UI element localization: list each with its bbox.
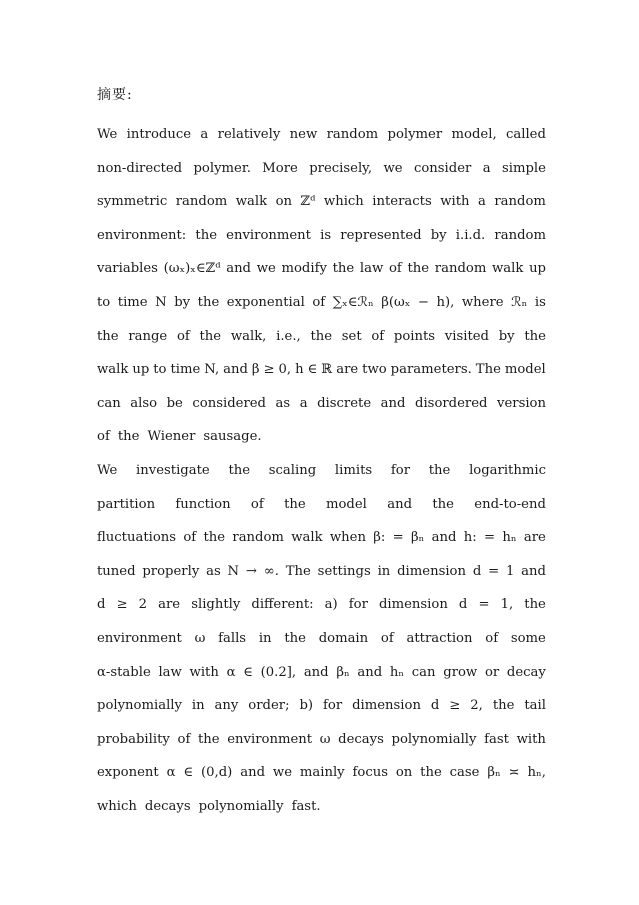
word: decay	[506, 664, 546, 680]
word: domain	[318, 630, 369, 646]
word: law	[359, 261, 384, 277]
word: h	[295, 362, 304, 378]
text-line	[97, 723, 546, 757]
word: decays	[338, 731, 384, 747]
word: =	[478, 597, 490, 613]
word: a	[299, 395, 308, 411]
word: 1	[505, 563, 515, 579]
word: 0,	[278, 362, 292, 378]
word: βₙ	[411, 530, 425, 546]
text-line	[97, 689, 546, 723]
word: the	[492, 698, 515, 714]
word: modify	[281, 261, 327, 277]
word: parameters.	[390, 362, 472, 378]
text-line	[97, 488, 546, 522]
word: of	[183, 530, 197, 546]
word: 1,	[500, 597, 514, 613]
word: relatively	[217, 127, 281, 142]
word: to	[153, 362, 167, 378]
word: focus	[352, 765, 388, 781]
word: in	[377, 563, 391, 579]
word: two	[362, 362, 387, 378]
word: decays	[144, 798, 191, 814]
word: and	[521, 563, 546, 579]
word: model	[504, 362, 546, 378]
word: fluctuations	[97, 530, 177, 546]
word: settings	[317, 563, 371, 579]
word: variables	[97, 261, 158, 277]
word: function	[175, 496, 231, 512]
word: probability	[97, 731, 170, 747]
text-line	[97, 320, 546, 354]
word: of	[312, 294, 326, 310]
word: disordered	[415, 395, 488, 411]
word: scaling	[268, 462, 317, 478]
text-line	[97, 790, 546, 824]
word: with	[189, 664, 219, 680]
word: (0.2],	[260, 664, 297, 680]
word: h:	[463, 530, 477, 546]
word: visited	[444, 328, 489, 344]
word: to	[97, 294, 111, 310]
word: random	[232, 530, 284, 546]
word: walk	[291, 530, 323, 546]
word: N	[227, 563, 240, 579]
word: with	[516, 731, 546, 747]
word: non-directed	[97, 160, 183, 176]
word: random	[494, 194, 546, 210]
text-line	[97, 118, 546, 152]
word: α-stable	[97, 664, 151, 680]
word: attraction	[406, 630, 473, 646]
word: law	[158, 664, 182, 680]
word: up	[132, 362, 150, 378]
text-line	[97, 387, 546, 421]
word: β	[251, 362, 260, 378]
text-line	[97, 252, 546, 286]
word: N	[155, 294, 167, 310]
text-line	[97, 656, 546, 690]
word: ℛₙ	[511, 294, 528, 310]
word: a	[482, 160, 491, 176]
word: environment:	[97, 227, 187, 243]
text-line	[97, 420, 546, 454]
word: the	[197, 731, 220, 747]
text-line	[97, 454, 546, 488]
word: ℤᵈ	[300, 194, 316, 210]
word: of	[388, 261, 402, 277]
word: of	[177, 731, 191, 747]
word: the	[407, 261, 430, 277]
word: are	[336, 362, 359, 378]
word: We	[97, 462, 118, 478]
word: for	[348, 597, 368, 613]
word: is	[534, 294, 546, 310]
word: the	[524, 328, 546, 344]
word: the	[97, 328, 119, 344]
word: properly	[142, 563, 200, 579]
word: the	[284, 496, 306, 512]
word: we	[256, 261, 276, 277]
word: new	[289, 127, 318, 142]
word: 2	[138, 597, 148, 613]
word: d	[430, 698, 440, 714]
word: simple	[501, 160, 546, 176]
word: are	[158, 597, 181, 613]
word: precisely,	[309, 160, 373, 176]
word: be	[166, 395, 183, 411]
word: end-to-end	[474, 496, 546, 512]
word: discrete	[317, 395, 372, 411]
word: Wiener	[147, 429, 196, 445]
word: fast.	[291, 798, 321, 814]
word: 2,	[470, 698, 483, 714]
word: limits	[334, 462, 373, 478]
word: on	[275, 194, 293, 210]
word: and	[240, 765, 266, 781]
word: dimension	[397, 563, 466, 579]
word: different:	[251, 597, 314, 613]
text-line	[97, 353, 546, 387]
word: random	[175, 194, 228, 210]
word: hₙ	[502, 530, 517, 546]
word: the	[428, 462, 451, 478]
word: ∑ₓ∈ℛₙ	[332, 294, 374, 310]
word: version	[497, 395, 546, 411]
word: we	[272, 765, 292, 781]
word: a	[478, 194, 486, 210]
word: in	[258, 630, 272, 646]
word: which	[323, 194, 364, 210]
text-line	[97, 622, 546, 656]
word: walk	[492, 261, 524, 277]
word: ∈	[243, 664, 253, 680]
word: N,	[204, 362, 220, 378]
word: polynomially	[391, 731, 477, 747]
word: α	[226, 664, 236, 680]
word: polynomially	[97, 698, 182, 714]
word: the	[284, 630, 306, 646]
word: which	[97, 798, 137, 814]
word: the	[432, 496, 454, 512]
word: =	[484, 530, 496, 546]
word: →	[245, 563, 257, 579]
word: also	[130, 395, 158, 411]
word: (0,d)	[201, 765, 233, 781]
word: of	[250, 496, 264, 512]
word: hₙ,	[527, 765, 546, 781]
abstract-paragraph	[97, 454, 546, 824]
word: ∈	[307, 362, 318, 378]
word: β:	[373, 530, 386, 546]
word: by	[174, 294, 191, 310]
word: d	[97, 597, 106, 613]
word: walk,	[230, 328, 267, 344]
word: environment	[227, 731, 313, 747]
word: the	[199, 328, 222, 344]
word: as	[275, 395, 291, 411]
word: of	[380, 630, 394, 646]
word: logarithmic	[469, 462, 546, 478]
text-line	[97, 286, 546, 320]
word: random	[494, 227, 546, 243]
text-line	[97, 185, 546, 219]
word: as	[206, 563, 221, 579]
word: the	[524, 597, 546, 613]
word: ≥	[116, 597, 128, 613]
word: random	[434, 261, 487, 277]
word: ≍	[508, 765, 520, 781]
text-line	[97, 521, 546, 555]
word: partition	[97, 496, 156, 512]
word: the	[117, 429, 140, 445]
word: time	[117, 294, 148, 310]
word: environment	[226, 227, 311, 243]
word: −	[417, 294, 429, 310]
word: slightly	[191, 597, 241, 613]
word: introduce	[126, 127, 192, 142]
word: grow	[443, 664, 478, 680]
word: We	[97, 127, 118, 142]
word: interacts	[372, 194, 432, 210]
word: ω	[319, 731, 331, 747]
word: tuned	[97, 563, 136, 579]
text-line	[97, 588, 546, 622]
word: some	[510, 630, 546, 646]
word: dimension	[378, 597, 448, 613]
word: up	[529, 261, 546, 277]
word: i.i.d.	[455, 227, 486, 243]
word: d	[472, 563, 482, 579]
word: considered	[192, 395, 266, 411]
abstract-page	[97, 84, 546, 823]
abstract-body	[97, 118, 546, 823]
word: consider	[413, 160, 472, 176]
word: =	[392, 530, 404, 546]
word: and	[303, 664, 329, 680]
word: i.e.,	[276, 328, 301, 344]
word: and	[223, 362, 248, 378]
word: where	[461, 294, 504, 310]
word: and	[431, 530, 457, 546]
word: ∞.	[263, 563, 279, 579]
word: sausage.	[203, 429, 262, 445]
word: βₙ	[336, 664, 350, 680]
word: and	[387, 496, 413, 512]
word: polymer	[387, 127, 443, 142]
word: can	[97, 395, 121, 411]
word: set	[341, 328, 362, 344]
word: a	[200, 127, 209, 142]
word: ≥	[449, 698, 461, 714]
word: fast	[484, 731, 509, 747]
word: the	[420, 765, 442, 781]
word: order;	[248, 698, 290, 714]
word: called	[506, 127, 546, 142]
word: the	[332, 261, 355, 277]
word: =	[488, 563, 500, 579]
word: of	[485, 630, 499, 646]
word: polymer.	[193, 160, 251, 176]
word: model,	[451, 127, 497, 142]
word: when	[329, 530, 366, 546]
word: is	[320, 227, 332, 243]
word: ℝ	[321, 362, 333, 378]
word: The	[285, 563, 311, 579]
word: α	[166, 765, 176, 781]
word: mainly	[299, 765, 345, 781]
text-line	[97, 756, 546, 790]
word: we	[383, 160, 403, 176]
word: for	[323, 698, 343, 714]
word: exponent	[97, 765, 159, 781]
word: by	[498, 328, 515, 344]
word: range	[128, 328, 168, 344]
word: symmetric	[97, 194, 168, 210]
word: ∈	[183, 765, 194, 781]
text-line	[97, 152, 546, 186]
word: the	[310, 328, 333, 344]
word: the	[195, 227, 218, 243]
word: investigate	[136, 462, 210, 478]
word: case	[449, 765, 480, 781]
word: walk	[235, 194, 268, 210]
word: polynomially	[198, 798, 284, 814]
word: by	[430, 227, 447, 243]
word: ≥	[263, 362, 275, 378]
word: the	[228, 462, 251, 478]
word: for	[390, 462, 410, 478]
word: βₙ	[487, 765, 501, 781]
word: and	[357, 664, 383, 680]
word: walk	[97, 362, 129, 378]
word: random	[326, 127, 379, 142]
word: falls	[218, 630, 247, 646]
word: with	[440, 194, 470, 210]
word: h),	[436, 294, 455, 310]
word: (ωₓ)ₓ∈ℤᵈ	[163, 261, 221, 277]
word: represented	[340, 227, 422, 243]
abstract-paragraph	[97, 118, 546, 454]
word: any	[214, 698, 239, 714]
word: dimension	[352, 698, 421, 714]
word: β(ωₓ	[381, 294, 411, 310]
word: b)	[299, 698, 314, 714]
word: the	[203, 530, 226, 546]
word: points	[393, 328, 436, 344]
word: environment	[97, 630, 182, 646]
word: The	[475, 362, 501, 378]
word: of	[97, 429, 110, 445]
word: hₙ	[389, 664, 405, 680]
word: More	[262, 160, 298, 176]
word: tail	[524, 698, 546, 714]
word: and	[226, 261, 252, 277]
word: or	[484, 664, 500, 680]
word: d	[458, 597, 468, 613]
abstract-heading: 摘要:	[97, 87, 133, 103]
word: a)	[324, 597, 338, 613]
text-line	[97, 219, 546, 253]
word: time	[170, 362, 201, 378]
word: ω	[194, 630, 206, 646]
word: in	[191, 698, 205, 714]
word: exponential	[226, 294, 305, 310]
word: of	[176, 328, 190, 344]
word: of	[371, 328, 385, 344]
word: the	[197, 294, 220, 310]
word: on	[395, 765, 413, 781]
word: can	[411, 664, 436, 680]
word: model	[325, 496, 367, 512]
text-line	[97, 555, 546, 589]
word: are	[523, 530, 546, 546]
word: and	[380, 395, 406, 411]
